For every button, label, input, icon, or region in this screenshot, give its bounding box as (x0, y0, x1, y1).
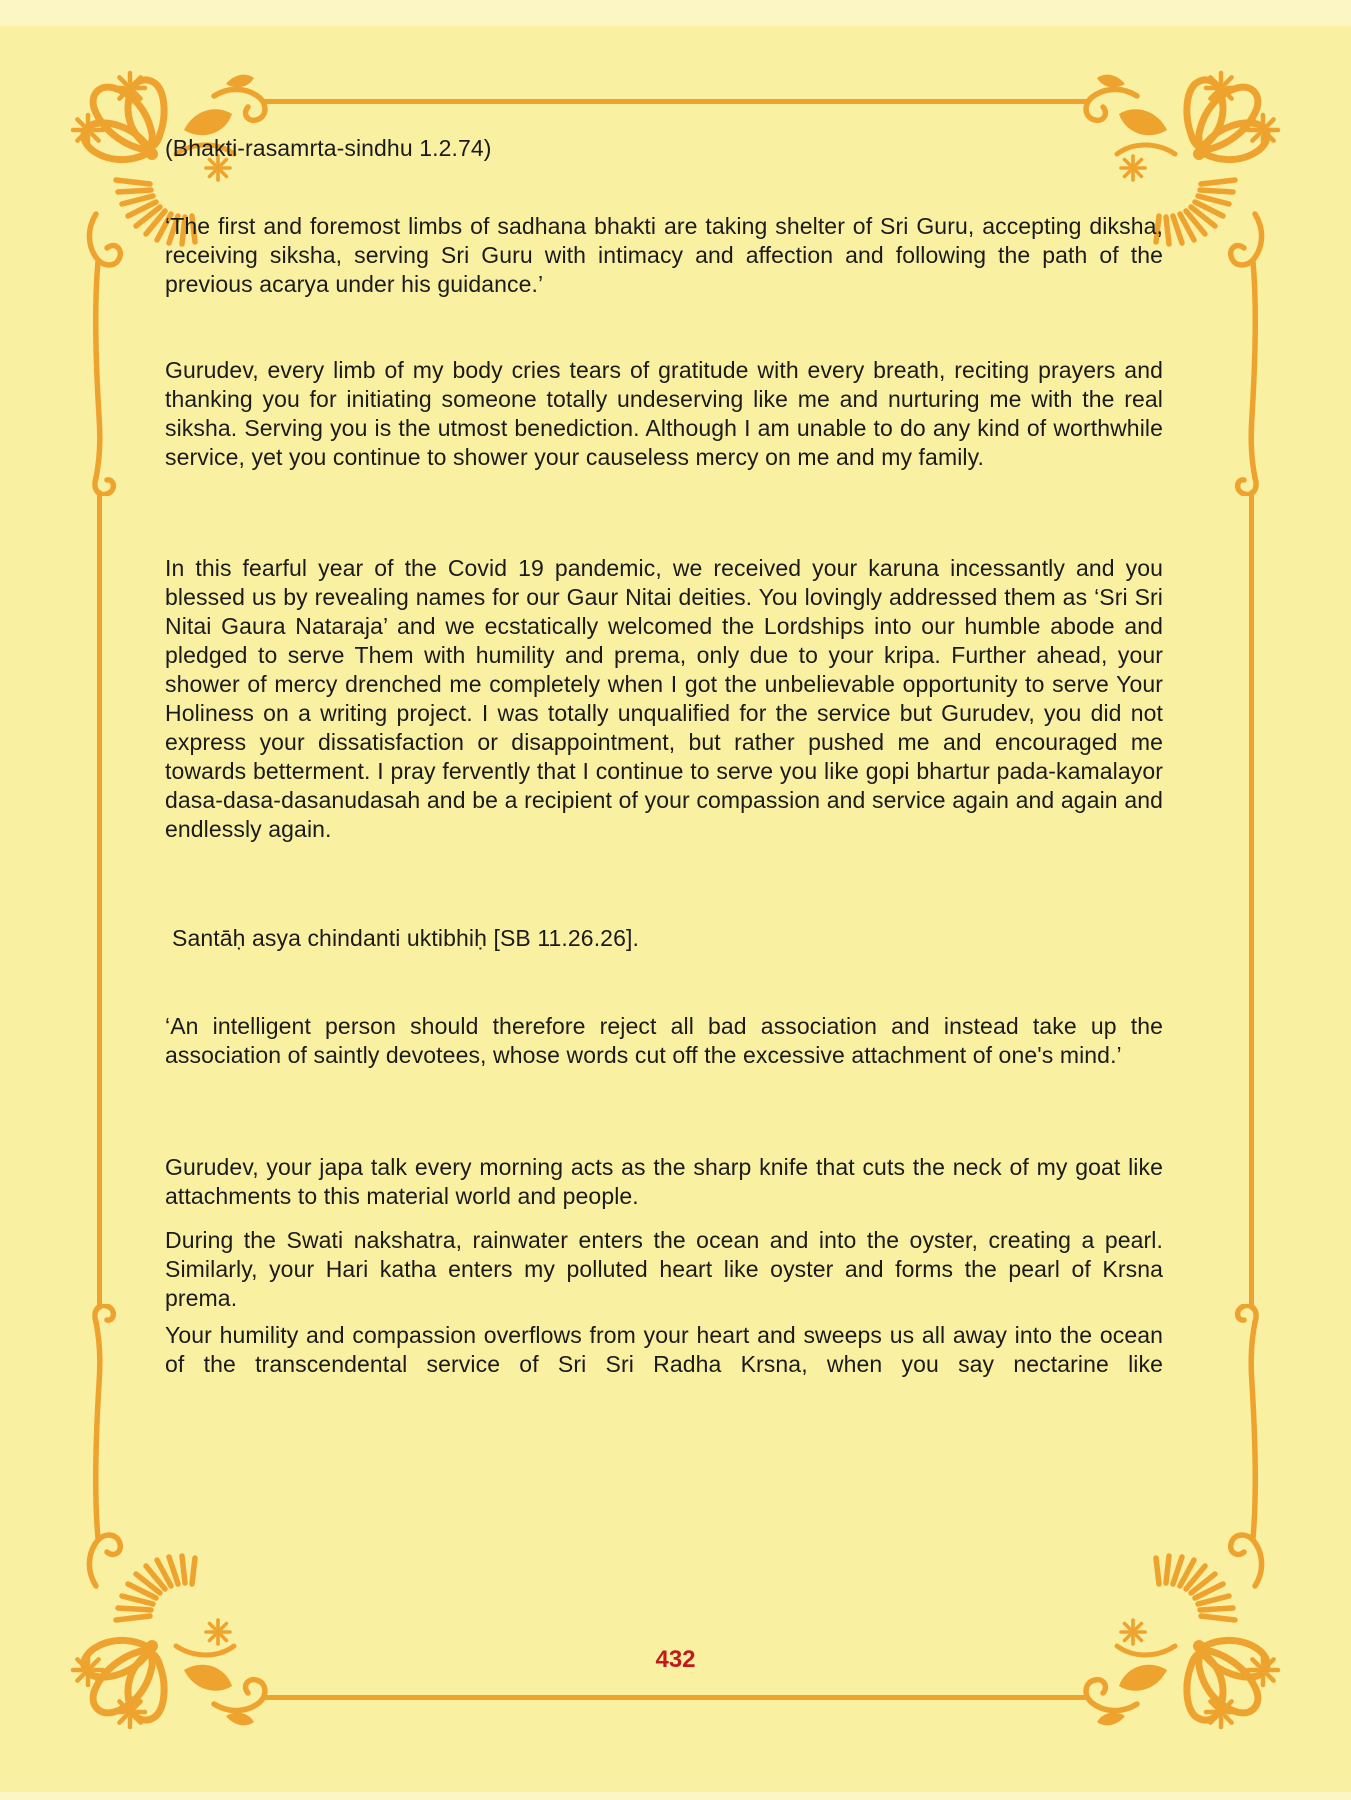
paragraph-covid-service: In this fearful year of the Covid 19 pandemic, we received your karuna incessantly and you blessed us by revealing names for our Gaur Nitai deities. You lovingly addressed them as ‘Sri Sri Nitai Gaura Nataraja’ and we ecstatically welcomed the Lordships into our humble abode and pledged to serve Them with humility and prema, only due to your kripa. Further ahead, your shower of mercy drenched me completely when I got the unbelievable opportunity to serve Your Holiness on a writing project. I was totally unqualified for the service but Gurudev, you did not express your dissatisfaction or disappointment, but rather pushed me and encouraged me towards betterment. I pray fervently that I continue to serve you like gopi bhartur pada-kamalayor dasa-dasa-dasanudasah and be a recipient of your compassion and service again and again and endlessly again. (165, 555, 1163, 842)
paragraph-gratitude: Gurudev, every limb of my body cries tears of gratitude with every breath, reciting prayers and thanking you for initiating someone totally undeserving like me and nurturing me with the real siksha. Serving you is the utmost benediction. Although I am unable to do any kind of worthwhile service, yet you continue to shower your causeless mercy on me and my family. (165, 357, 1163, 470)
scripture-reference: (Bhakti-rasamrta-sindhu 1.2.74) (165, 135, 492, 161)
sanskrit-verse-line: Santāḥ asya chindanti uktibhiḥ [SB 11.26.26]. (172, 925, 639, 951)
border-line-right (1249, 490, 1254, 1310)
border-line-left (97, 490, 102, 1310)
paragraph-japa-talk: Gurudev, your japa talk every morning acts as the sharp knife that cuts the neck of my goat like attachments to this material world and people. (165, 1154, 1163, 1209)
paragraph-swati-nakshatra: During the Swati nakshatra, rainwater enters the ocean and into the oyster, creating a pearl. Similarly, your Hari katha enters my polluted heart like oyster and forms the pearl of Krsna prema. (165, 1227, 1163, 1311)
text-column (165, 0, 1163, 1800)
quote-paragraph-association: ‘An intelligent person should therefore reject all bad association and instead take up the association of saintly devotees, whose words cut off the excessive attachment of one's mind.’ (165, 1013, 1163, 1068)
page-number: 432 (655, 1646, 696, 1673)
quote-paragraph-sadhana-bhakti: ‘The first and foremost limbs of sadhana bhakti are taking shelter of Sri Guru, accepting diksha, receiving siksha, serving Sri Guru with intimacy and affection and following the path of the previous acarya under his guidance.’ (165, 213, 1163, 297)
paragraph-humility: Your humility and compassion overflows from your heart and sweeps us all away into the ocean of the transcendental service of Sri Sri Radha Krsna, when you say nectarine like (165, 1322, 1163, 1377)
